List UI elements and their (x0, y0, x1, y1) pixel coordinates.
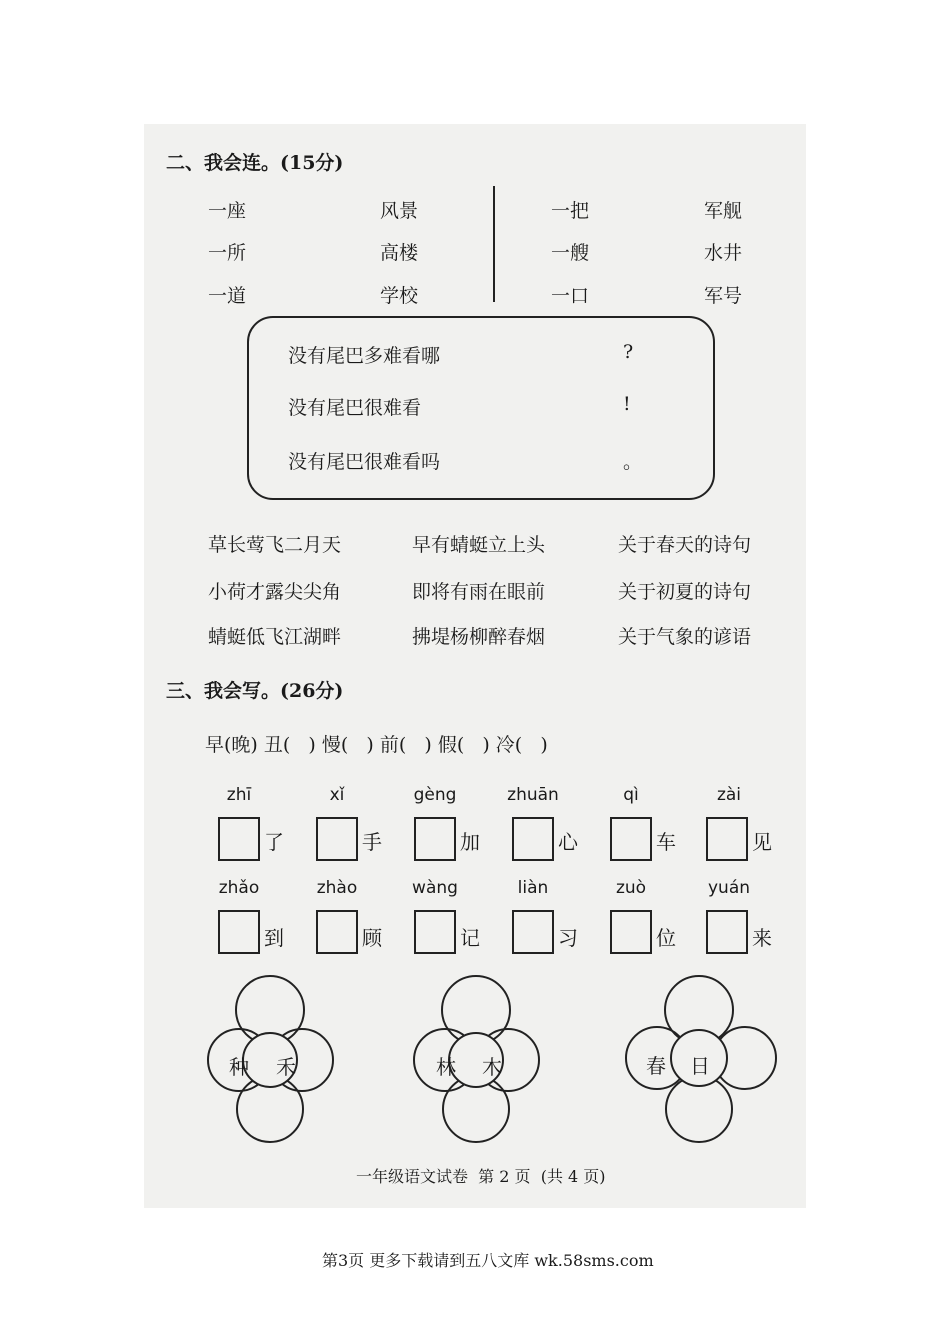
word-char: 心 (558, 830, 578, 854)
flower-petal-char: 林 (436, 1055, 456, 1079)
noun: 军舰 (704, 200, 743, 222)
pinyin-label: zhī (226, 785, 252, 805)
noun: 学校 (380, 285, 419, 307)
noun: 水井 (704, 242, 743, 264)
poem-line: 蜻蜓低飞江湖畔 (208, 626, 342, 648)
answer-box[interactable] (512, 910, 554, 954)
word-char: 习 (558, 926, 578, 950)
pinyin-label: wàng (412, 878, 458, 898)
punctuation-mark: 。 (623, 451, 643, 473)
word-char: 手 (362, 830, 382, 854)
pinyin-label: xǐ (329, 785, 345, 805)
pinyin-label: gèng (413, 785, 457, 805)
measure-word: 一口 (551, 285, 590, 307)
word-char: 加 (460, 830, 480, 854)
word-char: 来 (752, 926, 772, 950)
answer-box[interactable] (610, 910, 652, 954)
flower-diagram (412, 972, 542, 1148)
poem-line: 拂堤杨柳醉春烟 (412, 626, 546, 648)
word-char: 顾 (362, 926, 382, 950)
flower-petal-char: 春 (646, 1054, 666, 1078)
measure-word: 一把 (551, 200, 590, 222)
pinyin-label: liàn (517, 878, 549, 898)
word-char: 记 (460, 926, 480, 950)
noun: 高楼 (380, 242, 419, 264)
punctuation-mark: ? (623, 341, 634, 363)
answer-box[interactable] (610, 817, 652, 861)
pinyin-label: zhuān (507, 785, 559, 805)
section2-heading: 二、我会连。(15分) (166, 152, 344, 174)
word-char: 位 (656, 926, 676, 950)
poem-line: 早有蜻蜓立上头 (412, 534, 546, 556)
flower-center-char: 禾 (276, 1055, 296, 1079)
poem-line: 即将有雨在眼前 (412, 581, 546, 603)
sentence: 没有尾巴很难看 (288, 397, 422, 419)
answer-box[interactable] (706, 910, 748, 954)
section3-heading: 三、我会写。(26分) (166, 680, 344, 702)
answer-box[interactable] (316, 817, 358, 861)
measure-word: 一道 (208, 285, 247, 307)
word-char: 见 (752, 830, 772, 854)
poem-category: 关于气象的谚语 (618, 626, 752, 648)
poem-line: 小荷才露尖尖角 (208, 581, 342, 603)
answer-box[interactable] (512, 817, 554, 861)
pinyin-label: yuán (707, 878, 751, 898)
page-note: 第3页 更多下载请到五八文库 wk.58sms.com (322, 1251, 654, 1270)
flower-diagram (206, 972, 336, 1148)
answer-box[interactable] (414, 910, 456, 954)
answer-box[interactable] (316, 910, 358, 954)
antonym-row: 早(晚) 丑( ) 慢( ) 前( ) 假( ) 冷( ) (205, 734, 548, 756)
answer-box[interactable] (706, 817, 748, 861)
noun: 风景 (380, 200, 419, 222)
punctuation-mark: ! (623, 393, 631, 415)
flower-center-char: 木 (482, 1055, 502, 1079)
flower-petal-char: 种 (229, 1055, 249, 1079)
poem-category: 关于初夏的诗句 (618, 581, 752, 603)
pinyin-label: zhào (316, 878, 358, 898)
word-char: 了 (264, 830, 284, 854)
sentence: 没有尾巴多难看哪 (288, 345, 441, 367)
word-char: 到 (264, 926, 284, 950)
pinyin-label: zài (716, 785, 742, 805)
word-char: 车 (656, 830, 676, 854)
pinyin-label: qì (623, 785, 639, 805)
measure-word: 一艘 (551, 242, 590, 264)
pinyin-label: zuò (615, 878, 647, 898)
column-divider (493, 186, 495, 302)
flower-center-char: 日 (690, 1054, 710, 1078)
poem-line: 草长莺飞二月天 (208, 534, 342, 556)
answer-box[interactable] (218, 817, 260, 861)
exam-footer: 一年级语文试卷 第 2 页 (共 4 页) (356, 1167, 606, 1186)
answer-box[interactable] (218, 910, 260, 954)
noun: 军号 (704, 285, 743, 307)
pinyin-label: zhǎo (218, 878, 260, 898)
sentence: 没有尾巴很难看吗 (288, 451, 441, 473)
poem-category: 关于春天的诗句 (618, 534, 752, 556)
answer-box[interactable] (414, 817, 456, 861)
measure-word: 一座 (208, 200, 247, 222)
measure-word: 一所 (208, 242, 247, 264)
